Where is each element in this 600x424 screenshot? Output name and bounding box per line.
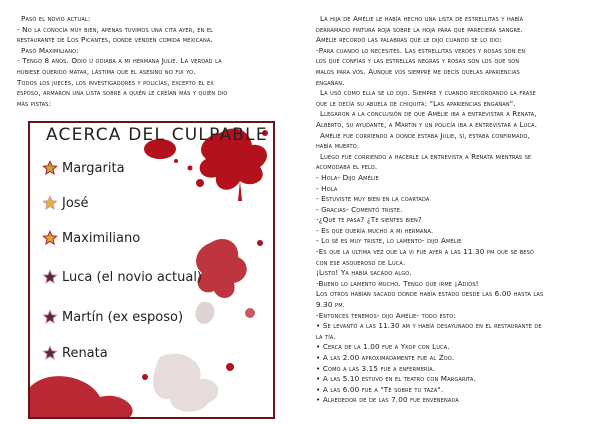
star-icon bbox=[42, 345, 58, 361]
star-icon bbox=[42, 160, 58, 176]
text-line: con ese asqueroso de Luca. bbox=[316, 257, 406, 267]
text-line: - Es que quería mucho a mi hermana. bbox=[316, 225, 434, 235]
text-line: La hija de Amélie le había hecho una lista de estrellitas y había bbox=[320, 14, 524, 23]
text-line: engañan. bbox=[316, 77, 345, 87]
left-text-column bbox=[17, 14, 282, 109]
text-line: derramado pintura roja sobre la hoja para que pareciera sangre. bbox=[316, 24, 523, 34]
text-line: la tía. bbox=[316, 331, 336, 341]
text-line: - Lo sé es muy triste, lo lamento- dijo Amélie bbox=[316, 236, 462, 246]
text-line: había muerto. bbox=[316, 141, 360, 151]
suspect-name: Martín (ex esposo) bbox=[62, 309, 184, 325]
suspect-item-maximiliano bbox=[42, 228, 140, 248]
text-line: Pasó Maximiliano: bbox=[21, 45, 79, 55]
suspect-name: Maximiliano bbox=[62, 230, 141, 246]
right-text-column bbox=[316, 14, 588, 406]
text-line: • Como a las 3.15 fue a enfermería. bbox=[316, 363, 436, 373]
text-line: -Bueno lo lamento mucho. Tengo que irme ¡Adiós! bbox=[316, 278, 479, 288]
text-line: más pistas: bbox=[17, 98, 52, 108]
star-icon bbox=[42, 195, 58, 211]
text-line: - No la conocía muy bien, apenas tuvimos una cita ayer, en el bbox=[17, 24, 214, 34]
text-line: 9.30 pm. bbox=[316, 300, 346, 310]
star-icon bbox=[42, 309, 58, 325]
text-line: • A las 5.10 estuvo en el teatro con Margarita. bbox=[316, 374, 477, 384]
suspect-item-renata bbox=[42, 343, 108, 363]
suspect-item-jose bbox=[42, 193, 89, 213]
text-line: que le decía su abuela de chiquita: "Las apariencias engañan". bbox=[316, 98, 516, 108]
suspect-item-martin bbox=[42, 307, 183, 327]
suspect-name: Renata bbox=[62, 345, 108, 361]
text-line: - Tengo 8 años. Odio u odiaba a mi hermana Julie. La verdad la bbox=[17, 56, 222, 66]
suspect-name: Margarita bbox=[62, 160, 125, 176]
card-title: ACERCA DEL CULPABLE bbox=[46, 125, 268, 145]
text-line: hubiese querido matar, lástima que el asesino no fui yo. bbox=[17, 66, 196, 76]
text-line: Los otros habían sacado donde había estado desde las 6.00 hasta las bbox=[316, 289, 544, 299]
suspect-name: José bbox=[62, 195, 89, 211]
text-line: malos para vos. Aunque vos siempre me decís quelas apariencias bbox=[316, 66, 520, 76]
suspect-item-margarita bbox=[42, 158, 125, 178]
text-line: -Entonces tenemos- dijo Amélie- todo esto: bbox=[316, 310, 456, 320]
text-line: Todos los jueces, los investigadores y policías, excepto el ex bbox=[17, 77, 214, 87]
text-line: -Es que la ultima vez que la vi fue ayer a las 11.30 pm que se besó bbox=[316, 247, 535, 257]
text-line: - Gracias- Comentó triste. bbox=[316, 204, 403, 214]
text-line: • Alrededor de de las 7.00 fue envenenada bbox=[316, 395, 459, 405]
star-icon bbox=[42, 230, 58, 246]
text-line: • Se levantó a las 11.30 am y había desayunado en el restaurante de bbox=[316, 321, 542, 331]
text-line: los que confías y las estrellas negras y rosas son los que son bbox=[316, 56, 520, 66]
text-line: esposo, armaron una lista sobre a quién le creían más y quién dio bbox=[17, 88, 228, 98]
text-line: • A las 2.00 aproximadamente fue al Zoo. bbox=[316, 353, 455, 362]
text-line: -Para cuando lo necesites. Las estrellitas verdes y rosas son en bbox=[316, 45, 526, 55]
text-line: • A las 6.00 fue a "Té sobre tu taza". bbox=[316, 384, 444, 394]
text-line: Pasó el novio actual: bbox=[21, 14, 91, 23]
text-line: - Hola bbox=[316, 183, 338, 193]
text-line: • Cerca de la 1.00 fue a Ykop con Luca. bbox=[316, 342, 450, 352]
text-line: Llegaron a la conclusión de que Amélie iba a entrevistar a Renata, bbox=[320, 109, 537, 119]
suspect-name: Luca (el novio actual) bbox=[62, 269, 202, 285]
text-line: Amélie fue corriendo a donde estaba Julie, sí, estaba confirmado, bbox=[320, 130, 531, 140]
text-line: acomodaba el pelo. bbox=[316, 162, 378, 172]
text-line: restaurante de Los Picantes, donde venden comida mexicana. bbox=[17, 35, 213, 45]
text-line: - Estuviste muy bien en la coartada bbox=[316, 194, 430, 204]
star-icon bbox=[42, 269, 58, 285]
text-line: -¿Qué te pasa? ¿Te sientes bien? bbox=[316, 215, 422, 225]
text-line: La usó como ella se lo dijo. Siempre y cuando recordando la frase bbox=[320, 88, 536, 98]
text-line: Luego fue corriendo a hacerle la entrevista a Renata mientras se bbox=[320, 151, 532, 161]
suspect-item-luca bbox=[42, 267, 202, 287]
text-line: Amélie recordó las palabras que le dijo cuando se lo dio: bbox=[316, 35, 502, 45]
text-line: - Hola- Dijo Amélie bbox=[316, 172, 379, 182]
text-line: ¡Listo! Ya había sacado algo. bbox=[316, 268, 412, 278]
suspect-list-card bbox=[28, 121, 275, 419]
text-line: Alberto, su ayudante, a Martín y un policía iba a entrevistar a Luca. bbox=[316, 119, 538, 129]
